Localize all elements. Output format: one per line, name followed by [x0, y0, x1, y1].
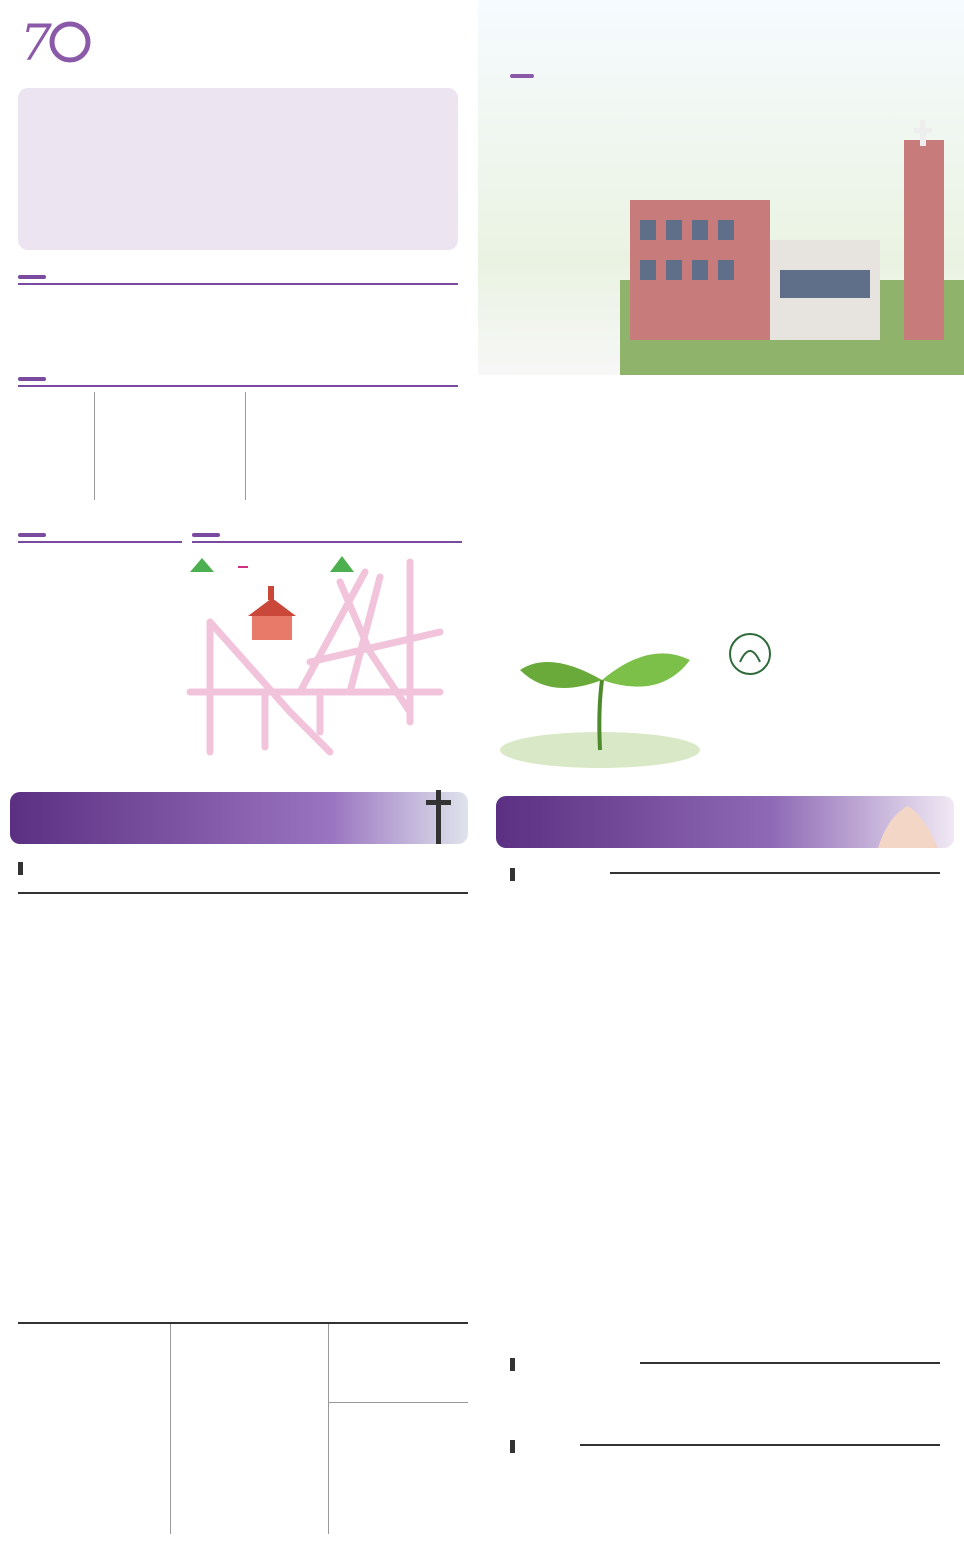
divider [610, 872, 940, 874]
servants-header [18, 264, 458, 285]
news-sec1 [510, 864, 940, 883]
worship-top-rule [18, 892, 468, 894]
divider [580, 1444, 940, 1446]
missions-header [18, 366, 458, 387]
map-header [192, 522, 462, 543]
marker-bar [510, 868, 515, 881]
svg-text:7: 7 [20, 14, 52, 70]
vline [328, 1324, 329, 1534]
marker-bar [18, 862, 23, 875]
map [170, 552, 460, 757]
divider [192, 541, 462, 543]
divider [18, 283, 458, 285]
worship-subtitle [18, 862, 31, 877]
marker-bar [510, 1440, 515, 1453]
vline [170, 1324, 171, 1534]
photo-collage [478, 400, 964, 615]
church-building [620, 120, 964, 375]
church-seal-icon [728, 632, 772, 676]
map-title [192, 533, 220, 537]
worship-banner [10, 792, 468, 844]
missions-title [18, 377, 46, 381]
year-label [510, 74, 534, 78]
church-building-icon [620, 120, 964, 375]
cross-icon [422, 790, 456, 844]
sprout-icon [490, 600, 730, 770]
hline [328, 1402, 468, 1403]
news-banner [496, 796, 954, 848]
worship-times-header [18, 522, 182, 543]
other-services [18, 1322, 468, 1532]
news-sec3 [510, 1436, 940, 1455]
anniversary-70-icon [18, 8, 108, 70]
divider [18, 541, 182, 543]
vline [245, 392, 246, 500]
servants-title [18, 275, 46, 279]
church-logo [728, 632, 772, 676]
divider [640, 1362, 940, 1364]
news-sec2 [510, 1354, 940, 1373]
vision-list-box [18, 88, 458, 250]
anniversary-logo [18, 8, 108, 70]
map-labels [170, 552, 460, 757]
marker-bar [510, 1358, 515, 1371]
sprout-illustration [490, 600, 730, 770]
vline [94, 392, 95, 500]
worship-times-title [18, 533, 46, 537]
divider [18, 385, 458, 387]
praying-hands-icon [858, 796, 948, 848]
